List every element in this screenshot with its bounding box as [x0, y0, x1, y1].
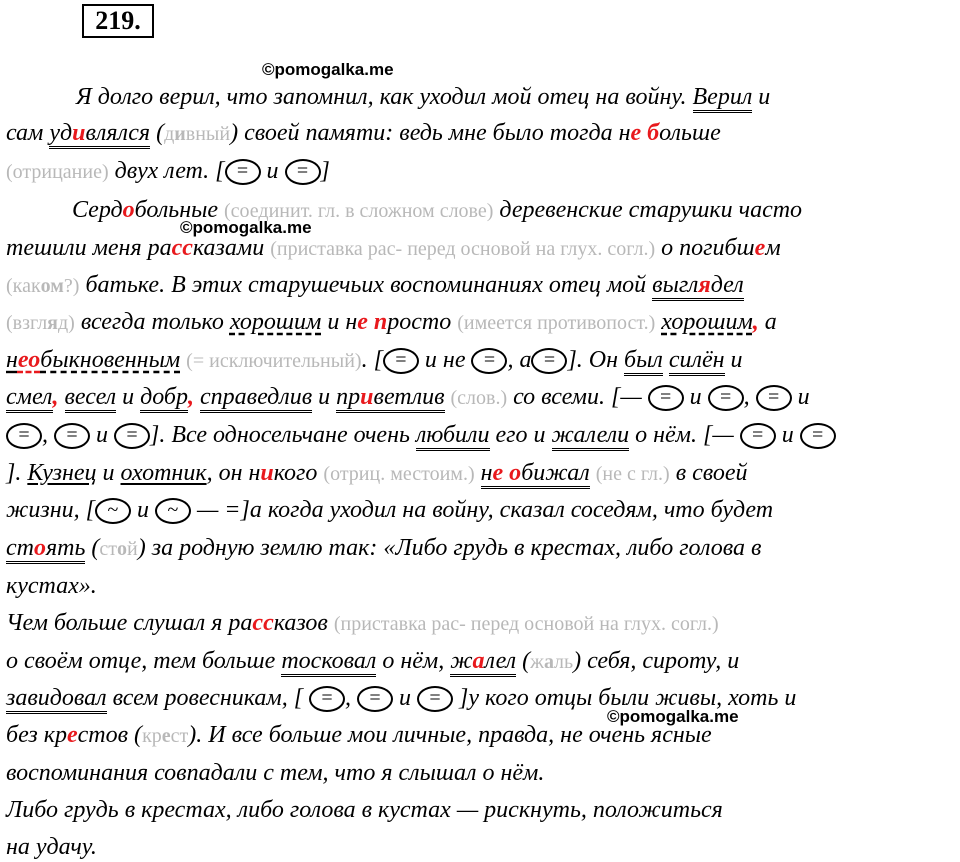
- text-segment: тосковал: [281, 648, 376, 677]
- predicate-oval-marker: =: [531, 348, 567, 374]
- predicate-oval-marker: =: [114, 423, 150, 449]
- predicate-oval-marker: ~: [155, 498, 191, 524]
- text-segment: уд: [49, 120, 72, 149]
- predicate-oval-marker: =: [756, 385, 792, 411]
- text-segment: всем ровесникам, [: [106, 685, 310, 711]
- text-segment: ст: [6, 535, 34, 564]
- text-segment: выгл: [652, 272, 698, 301]
- predicate-oval-marker: =: [6, 423, 42, 449]
- text-segment: хорошим: [229, 309, 322, 335]
- text-segment: ]у кого отцы были живы, хоть и: [453, 685, 797, 711]
- text-line: [6, 307, 777, 338]
- text-segment: сс: [171, 235, 193, 261]
- text-segment: любили: [416, 422, 490, 451]
- text-segment: Чем больше слушал я ра: [6, 610, 253, 636]
- text-line: [6, 720, 712, 751]
- text-segment: был: [624, 347, 663, 376]
- text-segment: росто: [387, 309, 458, 335]
- text-segment: о нём,: [376, 648, 451, 674]
- text-segment: дел: [711, 272, 744, 301]
- text-segment: завидовал: [6, 685, 107, 714]
- text-segment: ольше: [659, 120, 721, 146]
- text-line: [6, 571, 97, 601]
- text-segment: — =]а когда уходил на войну, сказал соседям, что будет: [190, 497, 774, 523]
- text-segment: со всеми. [—: [507, 384, 648, 410]
- text-line: [6, 345, 743, 376]
- text-line: [76, 82, 770, 112]
- text-segment: Серд: [72, 197, 123, 223]
- text-segment: ж: [450, 648, 472, 677]
- text-segment: воспоминания совпадали с тем, что я слышал о нём.: [6, 760, 545, 786]
- text-segment: Либо грудь в крестах, либо голова в кустах — рискнуть, положиться: [6, 797, 723, 823]
- text-segment: . [: [361, 347, 383, 373]
- text-segment: [663, 347, 669, 373]
- text-segment: и: [752, 84, 771, 110]
- text-segment: и: [393, 685, 418, 711]
- hint-annotation: о: [117, 538, 128, 560]
- text-segment: м: [765, 235, 781, 261]
- text-line: [6, 683, 796, 713]
- text-segment: добр: [140, 384, 188, 413]
- text-line: [72, 195, 802, 226]
- hint-annotation: й: [127, 538, 138, 560]
- hint-annotation: (не с гл.): [595, 463, 670, 485]
- text-segment: его и: [489, 422, 552, 448]
- predicate-oval-marker: =: [54, 423, 90, 449]
- text-segment: больные: [134, 197, 225, 223]
- hint-annotation: е: [161, 725, 171, 747]
- text-segment: ять: [46, 535, 85, 564]
- text-line: [6, 646, 739, 677]
- hint-annotation: кр: [142, 725, 162, 747]
- text-segment: ) за родную землю так: «Либо грудь в крестах, либо голова в: [137, 535, 762, 561]
- predicate-oval-marker: =: [225, 159, 261, 185]
- text-segment: батьке. В этих старушечьих воспоминаниях отец мой: [79, 272, 653, 298]
- text-line: [6, 495, 773, 525]
- text-segment: и: [360, 384, 373, 413]
- hint-annotation: я: [47, 312, 58, 334]
- text-segment: о погибш: [655, 235, 755, 261]
- text-segment: ) своей памяти: ведь мне было тогда н: [230, 120, 631, 146]
- text-segment: [475, 460, 481, 486]
- text-segment: я: [698, 272, 710, 301]
- text-segment: и: [312, 384, 337, 410]
- text-segment: и: [116, 384, 141, 410]
- predicate-oval-marker: ~: [95, 498, 131, 524]
- text-line: [6, 795, 723, 825]
- hint-annotation: (= исключительный): [186, 350, 362, 372]
- hint-annotation: (взгл: [6, 312, 48, 334]
- text-segment: е: [754, 235, 766, 261]
- text-segment: н: [481, 460, 493, 489]
- predicate-oval-marker: =: [648, 385, 684, 411]
- hint-annotation: (слов.): [450, 387, 508, 409]
- hint-annotation: вный: [185, 123, 231, 145]
- text-line: [6, 458, 748, 489]
- predicate-oval-marker: =: [471, 348, 507, 374]
- text-segment: ,: [752, 309, 759, 335]
- text-segment: ,: [345, 685, 358, 711]
- hint-annotation: (соединит. гл. в сложном слове): [224, 200, 494, 222]
- text-segment: (: [516, 648, 531, 674]
- text-segment: ,: [42, 422, 54, 448]
- text-segment: быкновенным: [40, 347, 181, 373]
- text-segment: двух лет. [: [108, 158, 225, 184]
- text-segment: е п: [357, 309, 388, 335]
- text-segment: ]: [320, 158, 330, 184]
- text-segment: и: [90, 422, 114, 448]
- text-segment: е: [67, 722, 78, 748]
- text-segment: кого: [273, 460, 324, 486]
- text-line: [6, 270, 744, 301]
- text-segment: ). И все больше мои личные, правда, не очень ясные: [188, 722, 712, 748]
- text-line: [6, 382, 810, 413]
- predicate-oval-marker: =: [800, 423, 836, 449]
- text-segment: ,: [188, 384, 195, 410]
- text-segment: в своей: [669, 460, 748, 486]
- text-line: [6, 608, 719, 639]
- text-segment: ео: [17, 347, 41, 373]
- text-segment: и: [72, 120, 85, 149]
- hint-annotation: ст: [170, 725, 189, 747]
- text-segment: н: [6, 347, 18, 373]
- text-segment: ) себя, сироту, и: [573, 648, 740, 674]
- watermark-bottom: ©pomogalka.me: [607, 707, 739, 726]
- text-segment: деревенские старушки часто: [493, 197, 803, 223]
- predicate-oval-marker: =: [740, 423, 776, 449]
- text-segment: о: [122, 197, 135, 223]
- hint-annotation: (приставка рас- перед основой на глух. согл.): [333, 613, 719, 635]
- hint-annotation: ж: [530, 651, 544, 673]
- hint-annotation: д): [58, 312, 75, 334]
- text-line: [6, 533, 761, 564]
- text-segment: и не: [418, 347, 472, 373]
- text-segment: стов (: [77, 722, 143, 748]
- text-segment: и: [724, 347, 743, 373]
- text-segment: Верил: [693, 84, 753, 113]
- text-segment: ветлив: [374, 384, 445, 413]
- text-segment: ]. Все односельчане очень: [150, 422, 416, 448]
- text-segment: казами: [192, 235, 271, 261]
- text-segment: смел: [6, 384, 53, 413]
- text-segment: и: [683, 384, 708, 410]
- text-line: [6, 832, 97, 862]
- hint-annotation: (имеется противопост.): [457, 312, 656, 334]
- text-segment: пр: [336, 384, 360, 413]
- text-segment: и н: [321, 309, 358, 335]
- text-segment: а: [758, 309, 777, 335]
- text-segment: сс: [252, 610, 274, 636]
- hint-annotation: (как: [6, 275, 41, 297]
- watermark-middle: ©pomogalka.me: [180, 218, 312, 237]
- text-segment: ]. Он: [567, 347, 625, 373]
- text-segment: е б: [630, 120, 660, 146]
- text-segment: е о: [493, 460, 522, 489]
- text-segment: справедлив: [200, 384, 312, 413]
- text-segment: лел: [485, 648, 517, 677]
- text-segment: о: [34, 535, 46, 564]
- watermark-top: ©pomogalka.me: [262, 60, 394, 79]
- text-segment: весел: [65, 384, 117, 413]
- text-segment: , он н: [206, 460, 261, 486]
- text-segment: ,: [52, 384, 59, 410]
- text-segment: кустах».: [6, 573, 97, 599]
- text-segment: и: [791, 384, 810, 410]
- text-segment: без кр: [6, 722, 67, 748]
- text-segment: ].: [6, 460, 28, 486]
- text-line: [6, 233, 781, 264]
- predicate-oval-marker: =: [708, 385, 744, 411]
- text-line: [6, 118, 721, 149]
- text-segment: (: [150, 120, 165, 146]
- text-line: [6, 758, 544, 788]
- hint-annotation: и: [174, 123, 186, 145]
- hint-annotation: ом: [40, 275, 64, 297]
- hint-annotation: ст: [99, 538, 118, 560]
- text-line: [6, 156, 330, 187]
- hint-annotation: д: [164, 123, 175, 145]
- text-segment: ,: [743, 384, 756, 410]
- exercise-number: 219.: [82, 4, 154, 38]
- hint-annotation: (приставка рас- перед основой на глух. согл.): [270, 238, 656, 260]
- predicate-oval-marker: =: [383, 348, 419, 374]
- hint-annotation: ль: [553, 651, 574, 673]
- text-segment: о нём. [—: [629, 422, 740, 448]
- text-segment: силён: [669, 347, 725, 376]
- hint-annotation: а: [543, 651, 554, 673]
- text-segment: всегда только: [74, 309, 230, 335]
- text-segment: [59, 384, 65, 410]
- predicate-oval-marker: =: [309, 686, 345, 712]
- text-segment: и: [260, 460, 274, 486]
- predicate-oval-marker: =: [417, 686, 453, 712]
- text-line: [6, 420, 836, 450]
- text-segment: охотник: [120, 460, 207, 486]
- predicate-oval-marker: =: [285, 159, 321, 185]
- text-segment: влялся: [85, 120, 150, 149]
- text-segment: а: [473, 648, 485, 677]
- text-segment: , а: [507, 347, 532, 373]
- text-segment: (: [85, 535, 100, 561]
- text-segment: и: [130, 497, 155, 523]
- text-segment: о своём отце, тем больше: [6, 648, 282, 674]
- text-segment: тешили меня ра: [6, 235, 172, 261]
- text-segment: казов: [273, 610, 334, 636]
- hint-annotation: (отриц. местоим.): [323, 463, 475, 485]
- text-segment: жизни, [: [6, 497, 95, 523]
- text-segment: и: [775, 422, 800, 448]
- text-segment: Я долго верил, что запомнил, как уходил мой отец на войну.: [76, 84, 693, 110]
- hint-annotation: (отрицание): [6, 161, 109, 183]
- text-segment: жалели: [552, 422, 630, 451]
- text-segment: бижал: [521, 460, 590, 489]
- text-segment: и: [96, 460, 121, 486]
- predicate-oval-marker: =: [357, 686, 393, 712]
- text-segment: хорошим: [661, 309, 753, 335]
- text-segment: на удачу.: [6, 834, 97, 860]
- text-segment: сам: [6, 120, 50, 146]
- text-segment: и: [260, 158, 285, 184]
- text-segment: Кузнец: [27, 460, 97, 486]
- hint-annotation: ?): [63, 275, 80, 297]
